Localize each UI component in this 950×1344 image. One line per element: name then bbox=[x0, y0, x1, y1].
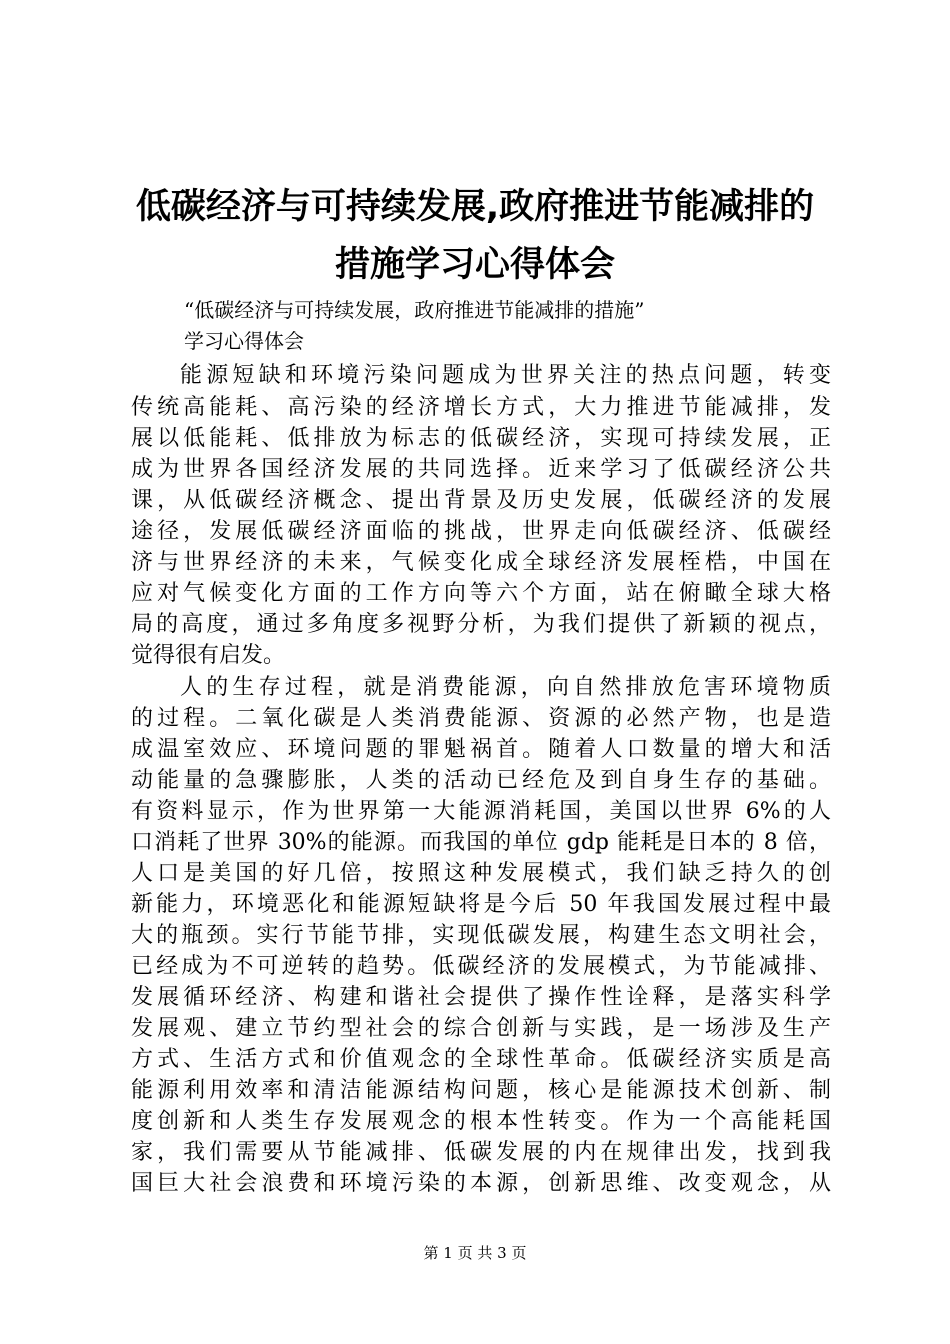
paragraph-2-line: 口消耗了世界 30%的能源。而我国的单位 gdp 能耗是日本的 8 倍， bbox=[131, 830, 831, 855]
paragraph-2-line: 已经成为不可逆转的趋势。低碳经济的发展模式，为节能减排、 bbox=[131, 954, 831, 979]
paragraph-2-line: 能源利用效率和清洁能源结构问题，核心是能源技术创新、制 bbox=[131, 1078, 831, 1103]
paragraph-2-line: 大的瓶颈。实行节能节排，实现低碳发展，构建生态文明社会， bbox=[131, 923, 831, 948]
paragraph-2-line: 人的生存过程，就是消费能源，向自然排放危害环境物质 bbox=[180, 675, 831, 700]
paragraph-2-line: 的过程。二氧化碳是人类消费能源、资源的必然产物，也是造 bbox=[131, 706, 831, 731]
paragraph-2-line: 有资料显示，作为世界第一大能源消耗国，美国以世界 6%的人 bbox=[131, 799, 831, 824]
paragraph-2-line: 发展观、建立节约型社会的综合创新与实践，是一场涉及生产 bbox=[131, 1016, 831, 1041]
paragraph-1-line: 济与世界经济的未来，气候变化成全球经济发展桎梏，中国在 bbox=[131, 550, 831, 575]
paragraph-2-line: 方式、生活方式和价值观念的全球性革命。低碳经济实质是高 bbox=[131, 1047, 831, 1072]
paragraph-2-line: 发展循环经济、构建和谐社会提供了操作性诠释，是落实科学 bbox=[131, 985, 831, 1010]
paragraph-1-line: 传统高能耗、高污染的经济增长方式，大力推进节能减排，发 bbox=[131, 395, 831, 420]
paragraph-1-line: 展以低能耗、低排放为标志的低碳经济，实现可持续发展，正 bbox=[131, 426, 831, 451]
paragraph-1-line: 能源短缺和环境污染问题成为世界关注的热点问题，转变 bbox=[180, 363, 831, 388]
paragraph-2-line: 度创新和人类生存发展观念的根本性转变。作为一个高能耗国 bbox=[131, 1109, 831, 1134]
paragraph-1-line: 途径，发展低碳经济面临的挑战，世界走向低碳经济、低碳经 bbox=[131, 519, 831, 544]
paragraph-2-line: 新能力，环境恶化和能源短缺将是今后 50 年我国发展过程中最 bbox=[131, 892, 831, 917]
paragraph-2-line: 成温室效应、环境问题的罪魁祸首。随着人口数量的增大和活 bbox=[131, 737, 831, 762]
subtitle-line-2: 学习心得体会 bbox=[184, 329, 304, 353]
page-footer: 第 1 页 共 3 页 bbox=[423, 1244, 527, 1262]
paragraph-2-line: 人口是美国的好几倍，按照这种发展模式，我们缺乏持久的创 bbox=[131, 861, 831, 886]
paragraph-1-line: 课，从低碳经济概念、提出背景及历史发展，低碳经济的发展 bbox=[131, 488, 831, 513]
document-title-line-1: 低碳经济与可持续发展,政府推进节能减排的 bbox=[135, 187, 815, 227]
paragraph-1-line: 觉得很有启发。 bbox=[131, 643, 286, 668]
paragraph-1-line: 应对气候变化方面的工作方向等六个方面，站在俯瞰全球大格 bbox=[131, 581, 831, 606]
paragraph-2-line: 家，我们需要从节能减排、低碳发展的内在规律出发，找到我 bbox=[131, 1140, 831, 1165]
paragraph-1-line: 局的高度，通过多角度多视野分析，为我们提供了新颖的视点， bbox=[131, 612, 831, 637]
paragraph-2-line: 动能量的急骤膨胀，人类的活动已经危及到自身生存的基础。 bbox=[131, 768, 831, 793]
subtitle-line-1: “低碳经济与可持续发展，政府推进节能减排的措施” bbox=[184, 298, 645, 322]
paragraph-1-line: 成为世界各国经济发展的共同选择。近来学习了低碳经济公共 bbox=[131, 457, 831, 482]
document-title-line-2: 措施学习心得体会 bbox=[334, 245, 615, 285]
paragraph-2-line: 国巨大社会浪费和环境污染的本源，创新思维、改变观念，从 bbox=[131, 1171, 831, 1196]
